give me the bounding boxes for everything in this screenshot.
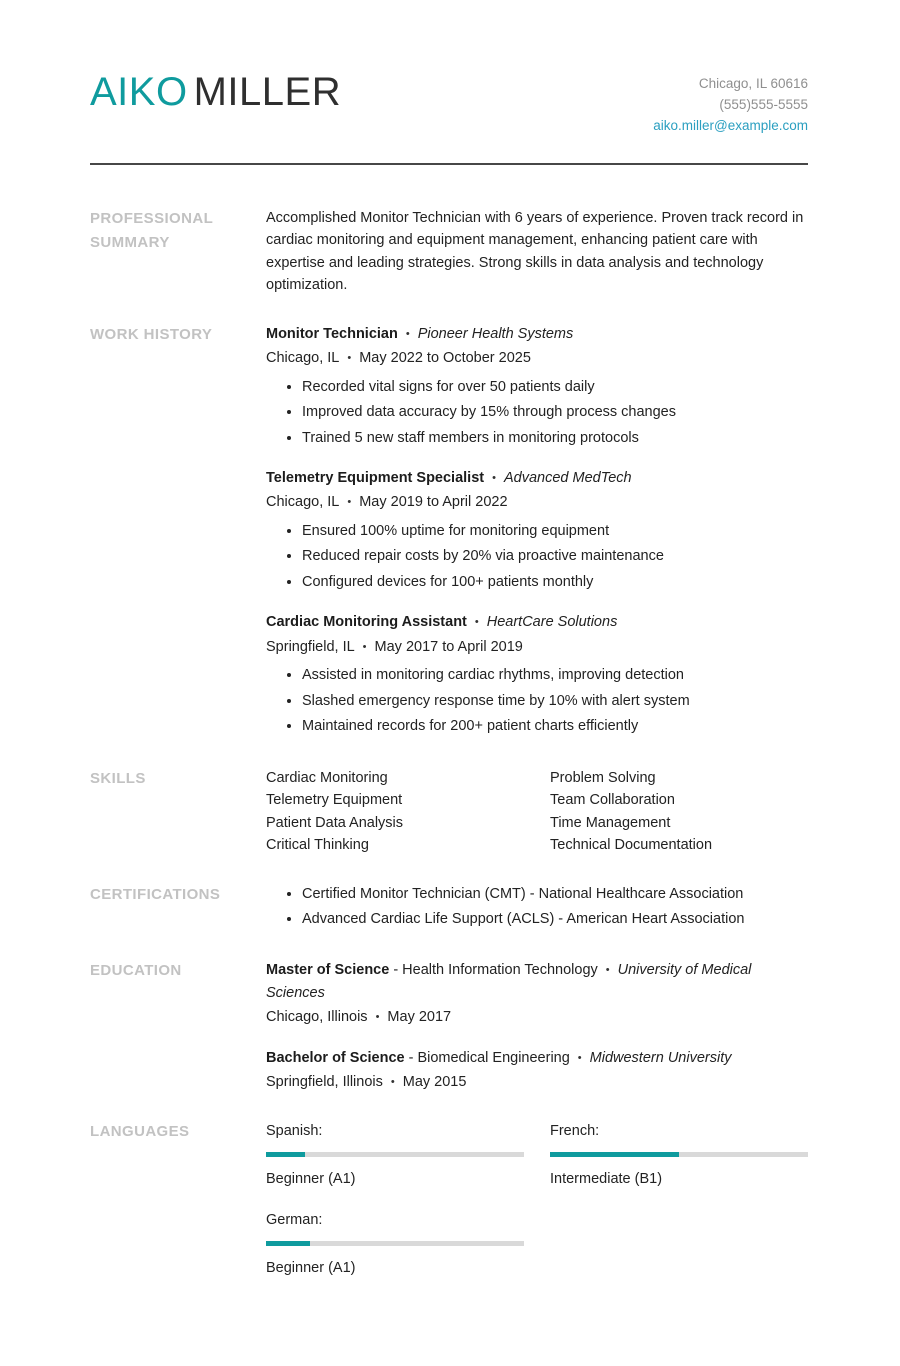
job-bullet: • Ensured 100% uptime for monitoring equipment [302,520,808,542]
section-label-work-history: WORK HISTORY [90,325,213,343]
separator-dash: - [393,962,399,979]
skill-item: Patient Data Analysis [266,814,404,831]
job-title: Telemetry Equipment Specialist [266,469,485,486]
degree-name: Master of Science [266,962,390,979]
languages-content [266,1120,808,1280]
job-company: HeartCare Solutions [486,614,618,631]
degree-location: Chicago, Illinois [266,1009,368,1026]
contact-location: Chicago, IL 60616 [698,76,808,91]
separator-dash: - [408,1049,414,1066]
skill-item: Team Collaboration [550,792,675,809]
skills-columns [266,767,808,857]
degree-title-line [266,1047,808,1069]
degree-meta-line [266,1071,808,1093]
degree-school: Midwestern University [589,1049,732,1066]
language-progress-fill [266,1241,310,1246]
job-company: Pioneer Health Systems [417,325,574,342]
separator-dot: • [474,616,479,629]
job-title: Cardiac Monitoring Assistant [266,614,467,631]
job-location: Springfield, IL [266,638,355,655]
header-divider [90,163,808,165]
section-skills [90,767,808,857]
person-name [90,64,341,115]
skill-item: Critical Thinking [266,837,369,854]
skill-item: Technical Documentation [550,837,713,854]
section-education [90,959,808,1093]
job-meta-line [266,491,808,513]
last-name: MILLER [193,70,342,114]
job-entry [266,611,808,737]
language-progress-track [266,1241,524,1246]
separator-dot: • [492,471,496,484]
section-label-skills: SKILLS [90,769,146,787]
job-title-line [266,467,808,489]
section-languages [90,1120,808,1280]
job-title: Monitor Technician [266,325,398,342]
job-location: Chicago, IL [266,494,340,511]
first-name: AIKO [90,70,188,114]
language-level: Beginner (A1) [266,1260,356,1277]
degree-name: Bachelor of Science [266,1049,405,1066]
section-label-certifications: CERTIFICATIONS [90,885,221,903]
work-history-content [266,323,808,741]
summary-content [266,207,808,297]
section-professional-summary [90,207,808,297]
language-item [266,1120,524,1191]
job-bullet: • Maintained records for 200+ patient charts efficiently [302,715,808,737]
section-work-history [90,323,808,741]
separator-dot: • [347,352,352,365]
language-name: Spanish: [266,1122,323,1139]
certification-item: • Certified Monitor Technician (CMT) - National Healthcare Association [302,883,808,905]
language-name: German: [266,1211,323,1228]
degree-field: Health Information Technology [402,962,598,979]
job-title-line [266,611,808,633]
separator-dot: • [390,1076,395,1089]
job-bullet: • Configured devices for 100+ patients monthly [302,571,808,593]
job-meta-line [266,347,808,369]
education-entry [266,959,808,1028]
skill-item: Cardiac Monitoring [266,769,388,786]
degree-field: Biomedical Engineering [417,1049,570,1066]
job-bullet-list [266,376,808,449]
job-bullet-list [266,520,808,593]
job-entry [266,467,808,593]
separator-dot: • [577,1051,582,1064]
job-meta-line [266,636,808,658]
degree-school: University of Medical Sciences [266,962,752,1001]
language-progress-track [550,1152,808,1157]
language-level: Beginner (A1) [266,1171,356,1188]
language-name: French: [550,1122,600,1139]
language-progress-fill [550,1152,679,1157]
languages-grid [266,1120,808,1280]
section-certifications [90,883,808,934]
language-item [550,1120,808,1191]
degree-meta-line [266,1006,808,1028]
separator-dot: • [347,496,352,509]
skill-item: Problem Solving [550,769,656,786]
section-label-education: EDUCATION [90,962,182,980]
separator-dot: • [362,640,367,653]
job-bullet: • Trained 5 new staff members in monitoring protocols [302,427,808,449]
skill-item: Time Management [550,814,671,831]
header [90,64,808,137]
degree-location: Springfield, Illinois [266,1074,383,1091]
degree-date: May 2015 [402,1074,467,1091]
certifications-content [266,883,808,934]
separator-dot: • [405,327,410,340]
section-label-professional-summary: PROFESSIONAL SUMMARY [90,209,213,251]
skills-content [266,767,808,857]
certification-item: • Advanced Cardiac Life Support (ACLS) - American Heart Association [302,908,808,930]
job-location: Chicago, IL [266,350,340,367]
degree-date: May 2017 [387,1009,452,1026]
contact-email-link[interactable]: aiko.miller@example.com [653,117,808,133]
degree-title-line [266,959,808,1004]
summary-text: Accomplished Monitor Technician with 6 years of experience. Proven track record in cardiac monitoring and equipment management, enhancing patient care with expertise and leading strategies. Strong skills in data analysis and technology optimization. [266,209,804,294]
job-title-line [266,323,808,345]
job-dates: May 2022 to October 2025 [359,350,531,367]
contact-block [653,64,808,137]
language-progress-fill [266,1152,305,1157]
skill-item: Telemetry Equipment [266,792,403,809]
certification-list [266,883,808,931]
job-bullet: • Slashed emergency response time by 10% with alert system [302,690,808,712]
job-bullet: • Improved data accuracy by 15% through process changes [302,401,808,423]
job-bullet: • Assisted in monitoring cardiac rhythms, improving detection [302,664,808,686]
language-progress-track [266,1152,524,1157]
section-label-languages: LANGUAGES [90,1122,190,1140]
education-content [266,959,808,1093]
job-company: Advanced MedTech [503,469,632,486]
language-item [266,1209,524,1280]
job-bullet: • Reduced repair costs by 20% via proactive maintenance [302,545,808,567]
separator-dot: • [375,1011,380,1024]
job-dates: May 2017 to April 2019 [374,638,523,655]
language-level: Intermediate (B1) [550,1171,663,1188]
skills-column-left [266,767,524,857]
contact-phone: (555)555-5555 [719,96,808,112]
job-bullet-list [266,664,808,737]
separator-dot: • [605,964,610,977]
skills-column-right [550,767,808,857]
education-entry [266,1047,808,1094]
job-entry [266,323,808,449]
job-bullet: • Recorded vital signs for over 50 patients daily [302,376,808,398]
job-dates: May 2019 to April 2022 [359,494,508,511]
